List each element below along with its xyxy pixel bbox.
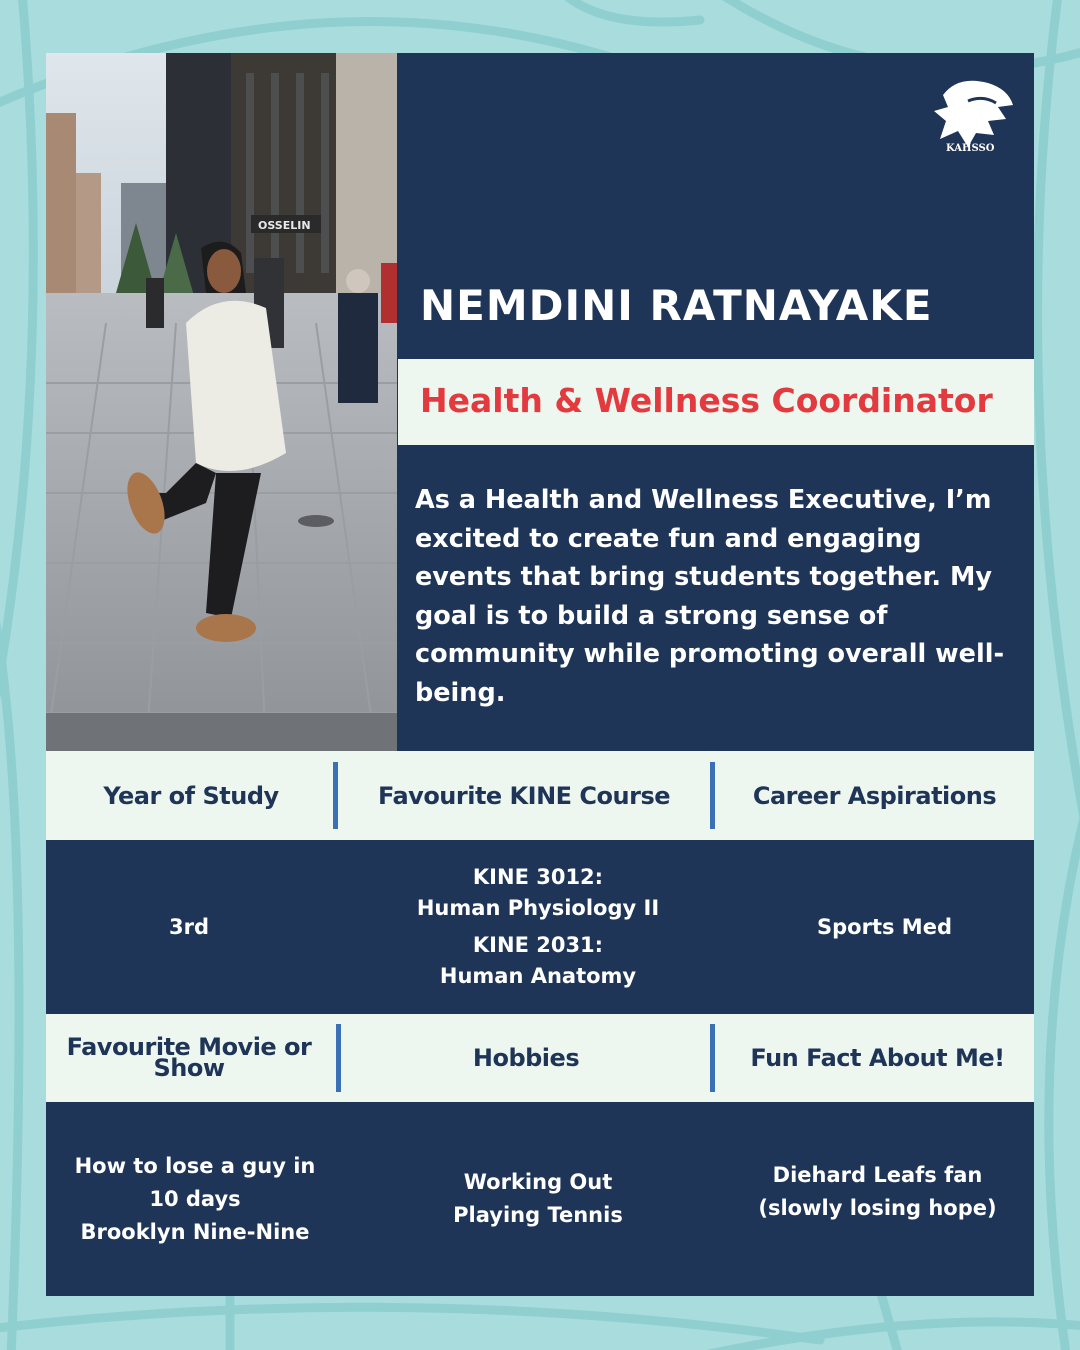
header-favourite-movie: Favourite Movie or Show — [66, 1033, 312, 1082]
header-hobbies: Hobbies — [472, 1044, 580, 1072]
kahsso-logo — [928, 75, 1018, 155]
street-sign-text: OSSELIN — [258, 219, 311, 232]
course-2-code: KINE 2031: — [472, 933, 604, 957]
header-band-1 — [46, 751, 1034, 840]
career-aspirations-value — [722, 840, 1047, 1014]
header-fun-fact: Fun Fact About Me! — [750, 1044, 1005, 1072]
fun-fact-line-1: Diehard Leafs fan — [772, 1163, 983, 1187]
profile-photo — [46, 53, 397, 751]
header-career-aspirations: Career Aspirations — [752, 781, 997, 810]
header-band-2 — [46, 1014, 1034, 1102]
hobbies-value — [338, 1102, 738, 1296]
hobby-1: Working Out — [463, 1170, 613, 1194]
hobby-2: Playing Tennis — [453, 1203, 623, 1227]
favourite-course-value — [338, 840, 738, 1014]
header-year-of-study: Year of Study — [103, 781, 279, 810]
movie-line-1: How to lose a guy in — [74, 1153, 316, 1178]
fun-fact-value — [715, 1102, 1040, 1282]
course-1-name: Human Physiology II — [416, 896, 660, 920]
course-2-name: Human Anatomy — [439, 964, 637, 988]
movie-line-3: Brooklyn Nine-Nine — [80, 1219, 310, 1244]
logo-text: KAHSSO — [946, 143, 995, 154]
member-name: NEMDINI RATNAYAKE — [420, 281, 933, 330]
course-1-code: KINE 3012: — [472, 865, 604, 889]
fun-fact-line-2: (slowly losing hope) — [758, 1196, 997, 1220]
year-text: 3rd — [168, 914, 209, 939]
profile-card — [46, 53, 1034, 1296]
career-text: Sports Med — [817, 914, 952, 939]
year-of-study-value — [46, 840, 332, 1014]
movie-line-2: 10 days — [149, 1186, 241, 1211]
role-band — [398, 359, 1034, 445]
header-favourite-course: Favourite KINE Course — [377, 781, 671, 810]
member-bio: As a Health and Wellness Executive, I’m excited to create fun and engaging events that bring students together. My goal is to build a strong sense of community while promoting overall well-being. — [415, 485, 1005, 708]
member-role: Health & Wellness Coordinator — [420, 381, 993, 420]
favourite-movie-value — [46, 1102, 344, 1296]
